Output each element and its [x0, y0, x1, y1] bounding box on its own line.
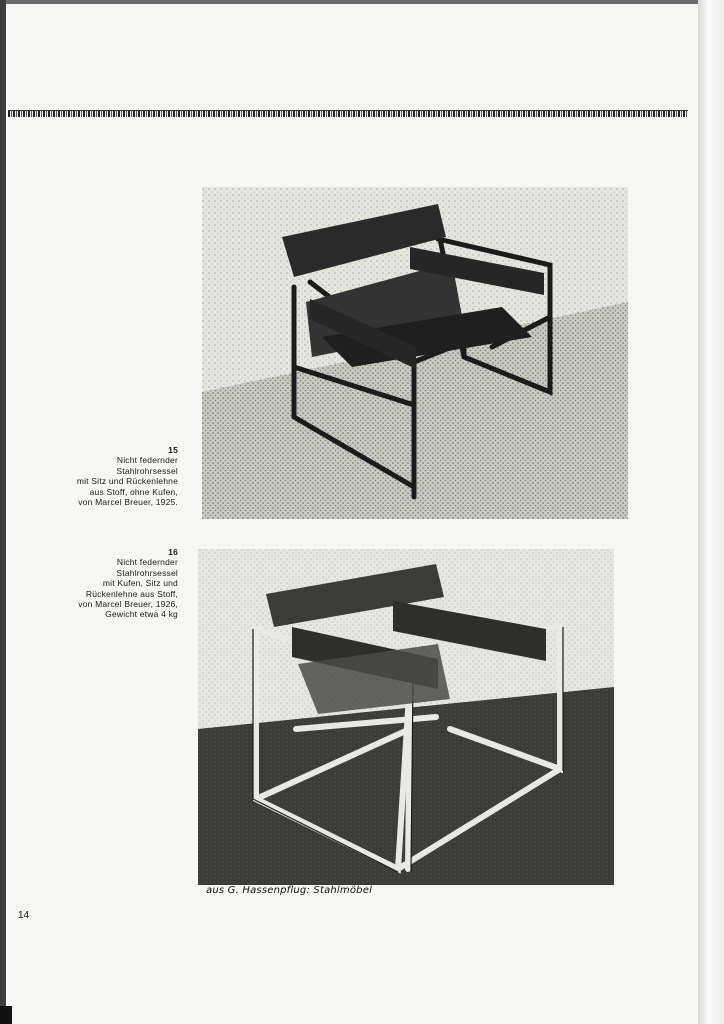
caption-line: Nicht federnder — [116, 557, 178, 568]
caption-line: Stahlrohrsessel — [116, 567, 178, 578]
figure-16-photo — [198, 549, 614, 885]
page-edge-shadow — [698, 0, 724, 1024]
caption-line: Gewicht etwa 4 kg — [105, 609, 178, 620]
caption-line: Stahlrohrsessel — [116, 465, 178, 476]
caption-line: Rückenlehne aus Stoff, — [85, 588, 178, 599]
caption-line: mit Sitz und Rückenlehne — [76, 476, 178, 487]
caption-line: aus Stoff, ohne Kufen, — [89, 486, 178, 497]
chair-1925-image — [202, 187, 628, 519]
document-page — [6, 4, 698, 1024]
caption-line: Nicht federnder — [116, 455, 178, 466]
figure-16-number: 16 — [168, 547, 178, 557]
figure-15-number: 15 — [168, 445, 178, 455]
chair-1926-image — [198, 549, 614, 885]
decorative-rule — [8, 110, 688, 117]
caption-line: mit Kufen, Sitz und — [102, 578, 178, 589]
caption-line: von Marcel Breuer, 1926, — [78, 599, 178, 610]
scan-corner-mark — [0, 1006, 12, 1024]
source-note: aus G. Hassenpflug: Stahlmöbel — [206, 885, 373, 896]
figure-16-caption — [18, 547, 178, 620]
figure-15-caption — [18, 445, 178, 507]
page-number: 14 — [18, 910, 30, 921]
figure-15-photo — [202, 187, 628, 519]
caption-line: von Marcel Breuer, 1925. — [78, 497, 178, 508]
